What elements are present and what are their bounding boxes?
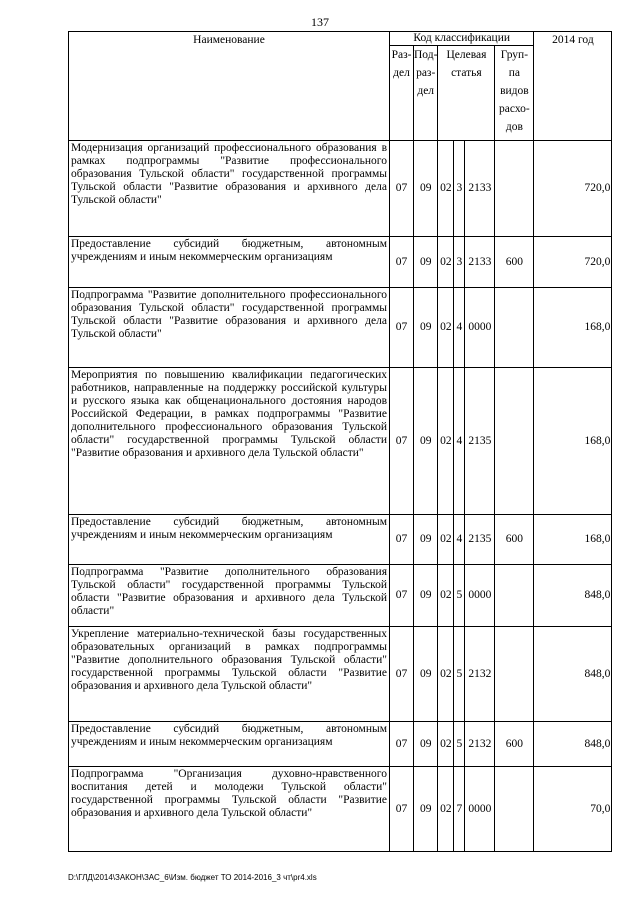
row-target-code: 2132 [465, 722, 495, 767]
row-amount: 720,0 [534, 237, 612, 288]
row-amount: 720,0 [534, 141, 612, 237]
row-expense-group: 600 [495, 722, 534, 767]
row-target-subprogram: 4 [454, 288, 465, 368]
row-section: 07 [390, 722, 414, 767]
table-row [69, 515, 612, 565]
table-row [69, 288, 612, 368]
row-target-program: 02 [438, 288, 454, 368]
table-row [69, 767, 612, 852]
row-name: Мероприятия по повышению квалификации педагогических работников, направленные на поддержку российской культуры и русского языка как общенационального достояния народов Российской Федерации, в рамках подпрограммы "Развитие дополнительного профессионального образования Тульской области" государственной программы Тульской области "Развитие образования и архивного дела Тульской области" [69, 368, 390, 515]
row-name: Укрепление материально-технической базы государственных образовательных организаций в рамках подпрограммы "Развитие дополнительного образования Тульской области" государственной программы Тульской области "Развитие образования и архивного дела Тульской области" [69, 627, 390, 722]
row-target-subprogram: 5 [454, 565, 465, 627]
row-expense-group [495, 288, 534, 368]
table-row [69, 627, 612, 722]
column-header-name: Наименование [69, 32, 390, 141]
row-amount: 848,0 [534, 627, 612, 722]
row-subsection: 09 [414, 722, 438, 767]
row-target-program: 02 [438, 368, 454, 515]
row-expense-group [495, 565, 534, 627]
row-target-subprogram: 4 [454, 368, 465, 515]
row-target-program: 02 [438, 565, 454, 627]
row-expense-group [495, 141, 534, 237]
row-section: 07 [390, 368, 414, 515]
column-header-year: 2014 год [534, 32, 612, 141]
row-section: 07 [390, 515, 414, 565]
row-target-code: 2133 [465, 141, 495, 237]
row-name: Подпрограмма "Организация духовно-нравственного воспитания детей и молодежи Тульской области" государственной программы Тульской области "Развитие образования и архивного дела Тульской области" [69, 767, 390, 852]
row-target-program: 02 [438, 627, 454, 722]
table-row [69, 141, 612, 237]
row-name: Модернизация организаций профессионального образования в рамках подпрограммы "Развитие профессионального образования Тульской области" государственной программы Тульской области "Развитие образования и архивного дела Тульской области" [69, 141, 390, 237]
row-name: Предоставление субсидий бюджетным, автономным учреждениям и иным некоммерческим организациям [69, 237, 390, 288]
row-subsection: 09 [414, 565, 438, 627]
column-header-section: Раз- дел [390, 46, 414, 141]
table-row [69, 565, 612, 627]
table-row [69, 237, 612, 288]
table-row [69, 368, 612, 515]
row-target-subprogram: 4 [454, 515, 465, 565]
row-target-subprogram: 5 [454, 627, 465, 722]
row-section: 07 [390, 767, 414, 852]
row-name: Предоставление субсидий бюджетным, автономным учреждениям и иным некоммерческим организациям [69, 515, 390, 565]
row-target-program: 02 [438, 767, 454, 852]
row-subsection: 09 [414, 237, 438, 288]
column-header-group: Груп- па видов расхо- дов [495, 46, 534, 141]
row-section: 07 [390, 141, 414, 237]
row-subsection: 09 [414, 767, 438, 852]
row-name: Подпрограмма "Развитие дополнительного образования Тульской области" государственной программы Тульской области "Развитие образования и архивного дела Тульской области" [69, 565, 390, 627]
row-section: 07 [390, 565, 414, 627]
row-subsection: 09 [414, 627, 438, 722]
row-subsection: 09 [414, 141, 438, 237]
row-amount: 168,0 [534, 288, 612, 368]
row-target-code: 2133 [465, 237, 495, 288]
column-header-subsection: Под- раз- дел [414, 46, 438, 141]
row-section: 07 [390, 627, 414, 722]
row-target-code: 0000 [465, 288, 495, 368]
row-subsection: 09 [414, 368, 438, 515]
row-amount: 848,0 [534, 565, 612, 627]
row-expense-group: 600 [495, 237, 534, 288]
row-name: Предоставление субсидий бюджетным, автономным учреждениям и иным некоммерческим организациям [69, 722, 390, 767]
column-header-classification: Код классификации [390, 32, 534, 46]
row-subsection: 09 [414, 515, 438, 565]
row-section: 07 [390, 237, 414, 288]
row-section: 07 [390, 288, 414, 368]
row-amount: 848,0 [534, 722, 612, 767]
row-target-code: 2135 [465, 368, 495, 515]
row-target-program: 02 [438, 237, 454, 288]
row-target-code: 0000 [465, 767, 495, 852]
row-target-subprogram: 3 [454, 141, 465, 237]
table-row [69, 722, 612, 767]
row-target-subprogram: 5 [454, 722, 465, 767]
row-target-program: 02 [438, 141, 454, 237]
row-name: Подпрограмма "Развитие дополнительного профессионального образования Тульской области" государственной программы Тульской области "Развитие образования и архивного дела Тульской области" [69, 288, 390, 368]
row-target-code: 2132 [465, 627, 495, 722]
row-target-subprogram: 3 [454, 237, 465, 288]
row-target-code: 2135 [465, 515, 495, 565]
row-expense-group [495, 767, 534, 852]
page-number: 137 [311, 15, 329, 29]
row-target-code: 0000 [465, 565, 495, 627]
table-body [69, 141, 612, 852]
row-expense-group [495, 627, 534, 722]
budget-table [68, 31, 612, 852]
row-amount: 70,0 [534, 767, 612, 852]
row-target-subprogram: 7 [454, 767, 465, 852]
row-subsection: 09 [414, 288, 438, 368]
row-expense-group [495, 368, 534, 515]
row-target-program: 02 [438, 722, 454, 767]
row-amount: 168,0 [534, 515, 612, 565]
file-path-footer: D:\ГЛД\2014\ЗАКОН\ЗАС_6\Изм. бюджет ТО 2014-2016_3 чт\pr4.xls [68, 873, 317, 882]
row-expense-group: 600 [495, 515, 534, 565]
row-target-program: 02 [438, 515, 454, 565]
column-header-target: Целевая статья [438, 46, 495, 141]
row-amount: 168,0 [534, 368, 612, 515]
